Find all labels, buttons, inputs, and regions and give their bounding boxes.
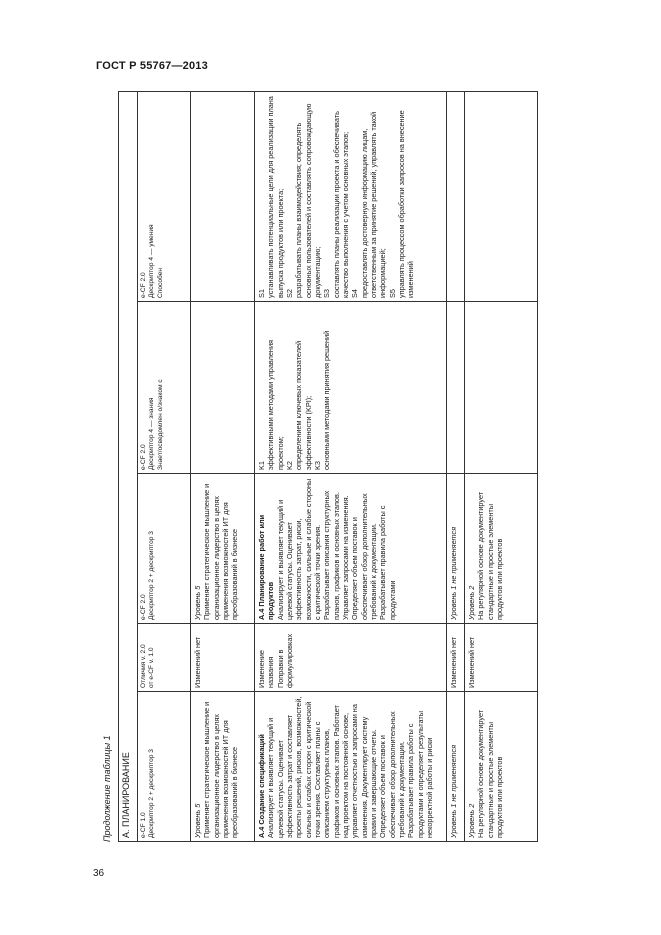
section-header-row — [119, 91, 138, 841]
knowledge-item: эффективными методами управления проектом; — [266, 340, 285, 470]
level-label: Уровень 5 — [193, 585, 202, 620]
cell-text: Анализирует и выявляет текущий и целевой статусы. Оценивает эффективность затрат, риски, возможности, сильные и слабые стороны с критической точки зрения. Разрабатывает описания структурных планов, графиков и основных этапов. Управляет запросами на изменения. Определяет объем поставок и обеспечивает обзор дополнительных требований к документации. Разрабатывает правила работы с продуктами — [275, 478, 397, 620]
skill-item: управлять процессом обработки запросов на внесение изменений — [396, 110, 416, 298]
cell-text: На регулярной основе документирует стандартные и простые элементы продуктов или проектов — [476, 709, 504, 838]
page-number: 36 — [93, 868, 105, 879]
column-header-skills — [138, 91, 191, 301]
cell-text: На регулярной основе документирует стандартные и простые элементы продуктов или проектов — [476, 491, 504, 620]
cell-knowledge — [465, 302, 538, 474]
knowledge-item: K1 — [257, 461, 266, 470]
knowledge-item: K2 — [284, 461, 294, 470]
cell-knowledge — [255, 302, 447, 474]
column-header-line: Знает/осведомлен о/знаком с — [156, 379, 164, 470]
table-caption: Продолжение таблицы 1 — [102, 735, 112, 842]
column-header-line: Отличия v. 2.0 — [140, 644, 147, 688]
column-header-diff — [138, 624, 191, 692]
competence-title: А.4 Создание спецификаций — [257, 734, 266, 838]
document-header: ГОСТ Р 55767—2013 — [96, 60, 208, 72]
cell-ecf1 — [447, 692, 465, 842]
competence-table — [118, 91, 538, 842]
competence-title: А.4 Планирование работ или продуктов — [257, 514, 276, 620]
cell-text: Анализирует и выявляет текущий и целевой статусы. Оценивает эффективность затрат и составляет проекты решений, рисков, возможностей, сильных и слабых сторон с критической точки зрения. Составляет планы с описанием структурных планов, графиков и основных этапов. Работает над проектом на постоянной основе, управляет отчетностью и запросами на изменения. Документирует систему правил и завершающие отчеты. Определяет объем поставок и обеспечивает обзор дополнительных требований к документации. Разрабатывает правила работы с продуктами и определяет результаты некорректной работы и риски — [266, 696, 434, 838]
column-header-line: Дескриптор 4 — знания — [148, 397, 156, 470]
level-label: Уровень 5 — [193, 803, 202, 838]
cell-diff: Изменений нет — [447, 624, 465, 692]
cell-ecf2 — [447, 474, 465, 624]
column-header-knowledge — [138, 302, 191, 474]
cell-ecf1 — [465, 692, 538, 842]
table-row — [465, 91, 538, 841]
column-header-line: Дескриптор 2 + дескриптор 3 — [148, 749, 156, 838]
cell-knowledge — [447, 302, 465, 474]
cell-ecf2 — [465, 474, 538, 624]
skill-item: устанавливать потенциальные цели для реализации плана выпуска продуктов или проекта; — [266, 96, 285, 298]
table-row — [255, 91, 447, 841]
skill-item: S3 — [322, 289, 332, 298]
column-header-ecf2-descriptor — [138, 474, 191, 624]
column-header-ecf1 — [138, 692, 191, 842]
cell-diff: Изменение названия Поправки в формулировках — [255, 624, 447, 692]
skill-item: S4 — [350, 289, 360, 298]
table-row — [447, 91, 465, 841]
cell-text: Применяет стратегическое мышление и организационное лидерство в целях применения возможностей ИТ для преобразований в бизнесе — [202, 483, 240, 620]
column-header-line: Способен — [156, 267, 164, 298]
level-label: Уровень 2 — [467, 585, 476, 620]
cell-skills — [255, 91, 447, 301]
cell-knowledge — [191, 302, 255, 474]
skill-item: S5 — [387, 289, 397, 298]
column-header-line: e-CF 2.0 — [140, 272, 147, 298]
column-header-line: Дескриптор 2 + дескриптор 3 — [148, 531, 156, 620]
cell-ecf1 — [191, 692, 255, 842]
skill-item: предоставлять достоверную информацию лицам, ответственным за принятие решений, управлять такой информацией; — [359, 111, 388, 298]
level-label: Уровень 1 не применяется — [449, 744, 458, 838]
cell-diff: Изменений нет — [191, 624, 255, 692]
cell-text: Применяет стратегическое мышление и организационное лидерство в целях применения возможностей ИТ для преобразований в бизнесе — [202, 701, 240, 838]
rotated-table-area — [96, 92, 538, 842]
column-header-line: Дескриптор 4 — умения — [148, 224, 156, 298]
column-header-line: e-CF 2.0 — [140, 444, 147, 470]
section-title: А. ПЛАНИРОВАНИЕ — [119, 91, 138, 841]
cell-skills — [447, 91, 465, 301]
column-header-line: от e-CF v. 1.0 — [148, 647, 156, 688]
knowledge-item: K3 — [312, 461, 322, 470]
level-label: Уровень 1 не применяется — [449, 526, 458, 620]
knowledge-item: основными методами принятия решений — [322, 330, 332, 470]
table-container — [96, 92, 538, 842]
column-header-line: e-CF 2.0 — [140, 594, 147, 620]
column-header-line: e-CF 1.0 — [140, 812, 147, 838]
cell-skills — [465, 91, 538, 301]
level-label: Уровень 2 — [467, 803, 476, 838]
cell-ecf2 — [191, 474, 255, 624]
cell-ecf2 — [255, 474, 447, 624]
skill-item: S1 — [257, 289, 266, 298]
skill-item: S2 — [284, 289, 294, 298]
skill-item: разрабатывать планы взаимодействия; определять основных пользователей и составлять сопровождающую документацию; — [294, 103, 322, 298]
column-header-row — [138, 91, 191, 841]
skill-item: составлять планы реализации проекта и обеспечивать качество выполнения с учетом основных этапов; — [331, 111, 350, 298]
cell-ecf1 — [255, 692, 447, 842]
cell-skills — [191, 91, 255, 301]
cell-diff: Изменений нет — [465, 624, 538, 692]
knowledge-item: определением ключевых показателей эффективности (KPI); — [294, 340, 313, 470]
table-row — [191, 91, 255, 841]
